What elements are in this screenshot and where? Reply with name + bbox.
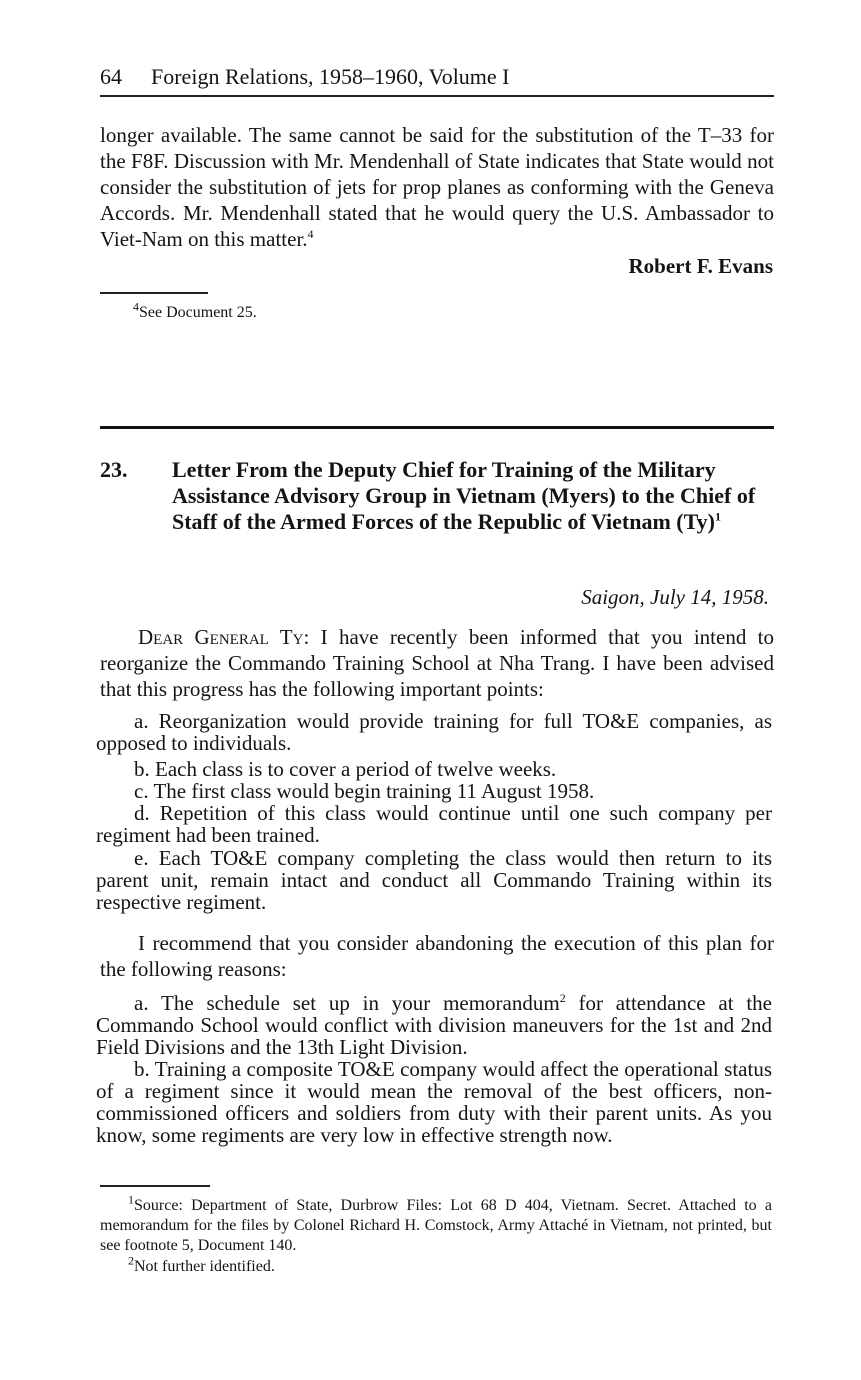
page-number: 64 <box>100 64 122 89</box>
footnotes-rule <box>100 1185 210 1187</box>
reason-a-text-1: a. The schedule set up in your memorandum <box>134 991 560 1015</box>
footnote-1-text: Source: Department of State, Durbrow Files: Lot 68 D 404, Vietnam. Secret. Attached to a memorandum for the files by Colonel Richard H. Comstock, Army Attaché in Vietnam, not printed, but see footnote 5, Document 140. <box>100 1197 772 1254</box>
footnote-mark-2: 2 <box>128 1253 134 1268</box>
signature: Robert F. Evans <box>628 254 773 278</box>
point-d: d. Repetition of this class would continue until one such company per regiment had been trained. <box>96 801 772 847</box>
salutation: Dear General Ty: <box>138 625 310 649</box>
footnote-2-text: Not further identified. <box>134 1258 275 1275</box>
point-c: c. The first class would begin training 11 August 1958. <box>134 779 595 803</box>
footnote-ref-1: 1 <box>715 509 721 524</box>
footnote-ref-2: 2 <box>559 991 566 1005</box>
document-number: 23. <box>100 457 128 482</box>
reason-a-text-2: for attendance at the Commando School would conflict with division maneuvers for the 1st and 2nd Field Divisions and the 13th Light Division. <box>96 991 772 1059</box>
section-rule <box>100 426 774 429</box>
point-a: a. Reorganization would provide training for full TO&E companies, as opposed to individuals. <box>96 709 772 755</box>
footnote-1 <box>100 1192 772 1256</box>
reason-a <box>96 992 772 1058</box>
dateline: Saigon, July 14, 1958. <box>581 585 769 609</box>
recommend-paragraph: I recommend that you consider abandoning the execution of this plan for the following reasons: <box>100 931 774 981</box>
footnote-mark: 4 <box>133 299 139 314</box>
point-e: e. Each TO&E company completing the class would then return to its parent unit, remain intact and conduct all Commando Training within its respective regiment. <box>96 846 772 914</box>
continuation-paragraph <box>100 122 774 252</box>
footnote-4 <box>133 299 257 323</box>
running-header <box>100 64 510 90</box>
document-title <box>172 457 772 535</box>
continuation-text: longer available. The same cannot be said for the substitution of the T–33 for the F8F. Discussion with Mr. Mendenhall of State indicates that State would not consider the substitution of jets for prop planes as conforming with the Geneva Accords. Mr. Mendenhall stated that he would query the U.S. Ambassador to Viet-Nam on this matter. <box>100 123 774 251</box>
footnote-mark-1: 1 <box>128 1192 134 1207</box>
reason-b: b. Training a composite TO&E company would affect the operational status of a regiment since it would mean the removal of the best officers, non-commissioned officers and soldiers from duty with their parent units. As you know, some regiments are very low in effective strength now. <box>96 1057 772 1147</box>
footnote-2 <box>128 1253 275 1277</box>
intro-text: I have recently been informed that you intend to reorganize the Commando Training School at Nha Trang. I have been advised that this progress has the following important points: <box>100 625 774 701</box>
footnote-ref-4: 4 <box>307 227 314 241</box>
header-rule <box>100 95 774 97</box>
footnote-text: See Document 25. <box>139 304 257 321</box>
intro-paragraph <box>100 624 774 702</box>
document-title-text: Letter From the Deputy Chief for Training of the Military Assistance Advisory Group in Vietnam (Myers) to the Chief of Staff of the Armed Forces of the Republic of Vietnam (Ty) <box>172 457 756 534</box>
footnote-rule <box>100 292 208 294</box>
point-b: b. Each class is to cover a period of twelve weeks. <box>134 757 557 781</box>
running-title: Foreign Relations, 1958–1960, Volume I <box>151 64 510 89</box>
